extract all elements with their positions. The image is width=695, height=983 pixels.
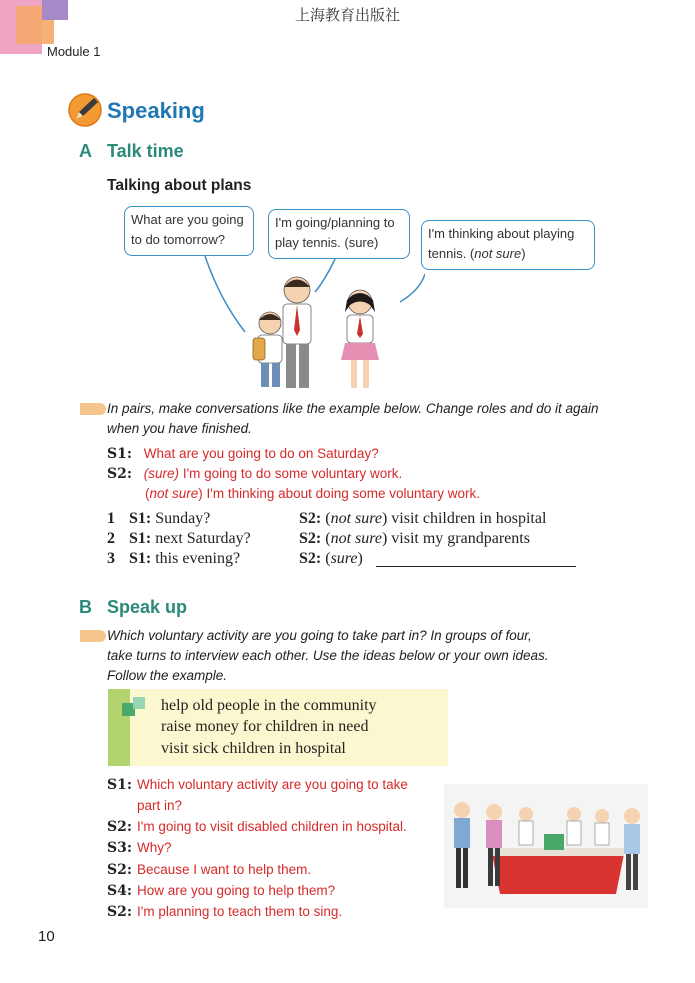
instruction-marker (80, 630, 106, 642)
instruction-marker (80, 403, 106, 415)
ideas-square-light (133, 697, 145, 709)
list-item-answer: S2: (sure) (299, 550, 363, 567)
module-label: Module 1 (47, 44, 101, 59)
list-item: 3 S1: this evening? (107, 550, 241, 567)
bubble-1-line-1: What are you going (131, 212, 244, 227)
talking-kids-illustration (195, 250, 425, 400)
ideas-box-bar (108, 689, 130, 766)
part-b-title: Speak up (107, 597, 188, 617)
volunteers-illustration (444, 784, 648, 908)
dialogue-line: part in? (137, 798, 183, 813)
list-item: 2 S1: next Saturday? (107, 530, 251, 547)
dialogue-line: S2: I'm planning to teach them to sing. (107, 904, 343, 920)
dialogue-line: S2: I'm going to visit disabled children in hospital. (107, 819, 407, 835)
part-a-title: Talk time (107, 141, 184, 161)
dialogue-line: S4: How are you going to help them? (107, 883, 336, 899)
dialogue-line: S1: Which voluntary activity are you going to take (107, 777, 408, 793)
bubble-2-line-2: play tennis. (sure) (275, 235, 379, 250)
idea-item: raise money for children in need (161, 718, 369, 735)
pencil-icon (67, 92, 105, 128)
dialogue-line: S3: Why? (107, 840, 172, 856)
bubble-2-line-1: I'm going/planning to (275, 215, 395, 230)
part-b-instruction-line-3: Follow the example. (107, 668, 228, 683)
speech-bubble-3 (421, 220, 595, 270)
list-item-answer: S2: (not sure) visit children in hospital (299, 510, 547, 527)
list-item-answer: S2: (not sure) visit my grandparents (299, 530, 530, 547)
part-a-instruction (107, 399, 627, 439)
idea-item: visit sick children in hospital (161, 740, 346, 757)
part-b-letter: B (79, 597, 92, 617)
part-b-instruction-line-1: Which voluntary activity are you going to take part in? In groups of four, (107, 628, 532, 643)
section-title: Speaking (107, 98, 205, 123)
idea-item: help old people in the community (161, 697, 377, 714)
page-number: 10 (38, 928, 55, 945)
publisher-name: 上海教育出版社 (294, 6, 400, 24)
list-item: 1 S1: Sunday? (107, 510, 211, 527)
bubble-3-line-1: I'm thinking about playing (428, 226, 575, 241)
part-a-instruction-line-1: In pairs, make conversations like the example below. Change roles and do it again (107, 401, 599, 416)
speech-bubble-1 (124, 206, 254, 256)
example-s1: S1: What are you going to do on Saturday? (107, 446, 379, 462)
example-s2-line-2: (not sure) I'm thinking about doing some voluntary work. (145, 486, 480, 501)
example-s2-line-1: S2: (sure) I'm going to do some voluntary work. (107, 466, 403, 482)
part-a-instruction-line-2: when you have finished. (107, 421, 252, 436)
answer-blank-line[interactable] (376, 566, 576, 567)
bubble-3-line-2: tennis. (not sure) (428, 246, 526, 261)
part-a-letter: A (79, 141, 92, 161)
dialogue-line: S2: Because I want to help them. (107, 862, 312, 878)
part-b-instruction-line-2: take turns to interview each other. Use the ideas below or your own ideas. (107, 648, 549, 663)
part-a-heading: Talking about plans (107, 177, 252, 194)
bubble-1-line-2: to do tomorrow? (131, 232, 225, 247)
part-b-instruction (107, 626, 627, 686)
